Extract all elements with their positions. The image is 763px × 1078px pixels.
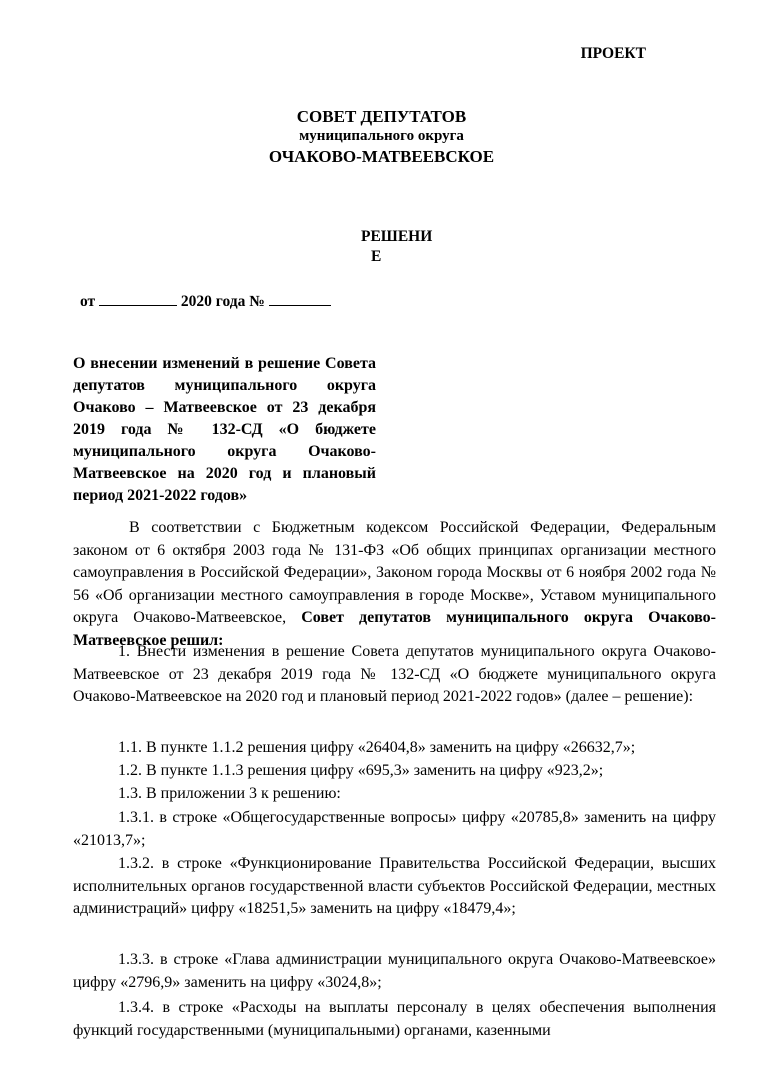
item-1-3: 1.3. В приложении 3 к решению: xyxy=(118,785,341,802)
date-line xyxy=(80,291,331,311)
district-subtitle: муниципального округа xyxy=(299,128,464,144)
decision-subject: О внесении изменений в решение Совета депутатов муниципального округа Очаково – Матвеевское от 23 декабря 2019 года № 132-СД «О бюджете муниципального округа Очаково-Матвеевское на 2020 год и плановый период 2021-2022 годов» xyxy=(73,355,376,504)
date-prefix: от xyxy=(80,293,96,310)
intro-text: В соответствии с Бюджетным кодексом Российской Федерации, Федеральным законом от 6 октября 2003 года № 131-ФЗ «Об общих принципах организации местного самоуправления в Российской Федерации», Законом города Москвы от 6 ноября 2002 года № 56 «Об организации местного самоуправления в городе Москве», Уставом муниципального округа Очаково-Матвеевское, xyxy=(73,519,716,626)
project-label: ПРОЕКТ xyxy=(580,45,646,62)
item-1-3-3: 1.3.3. в строке «Глава администрации муниципального округа Очаково-Матвеевское» цифру «2796,9» заменить на цифру «3024,8»; xyxy=(73,951,716,991)
district-name: ОЧАКОВО-МАТВЕЕВСКОЕ xyxy=(268,147,495,166)
intro-resolution: Совет депутатов муниципального округа Очаково-Матвеевское решил: xyxy=(73,609,716,649)
item-1-1: 1.1. В пункте 1.1.2 решения цифру «26404,8» заменить на цифру «26632,7»; xyxy=(118,739,636,756)
council-title: СОВЕТ ДЕПУТАТОВ xyxy=(296,107,467,126)
item-1-3-2: 1.3.2. в строке «Функционирование Правительства Российской Федерации, высших исполнительных органов государственной власти субъектов Российской Федерации, местных администраций» цифру «18251,5» заменить на цифру «18479,4»; xyxy=(73,855,716,917)
item-1: 1. Внести изменения в решение Совета депутатов муниципального округа Очаково-Матвеевское от 23 декабря 2019 года № 132-СД «О бюджете муниципального округа Очаково-Матвеевское на 2020 год и плановый период 2021-2022 годов» (далее – решение): xyxy=(73,643,716,705)
date-middle: 2020 года № xyxy=(180,293,265,310)
item-1-3-1: 1.3.1. в строке «Общегосударственные вопросы» цифру «20785,8» заменить на цифру «21013,7»; xyxy=(73,809,716,849)
intro-paragraph xyxy=(73,517,716,652)
decision-title-part2: Е xyxy=(371,248,382,265)
number-blank xyxy=(269,291,331,306)
date-blank xyxy=(99,291,177,306)
decision-title-part1: РЕШЕНИ xyxy=(361,228,433,245)
item-1-2: 1.2. В пункте 1.1.3 решения цифру «695,3» заменить на цифру «923,2»; xyxy=(118,762,604,779)
item-1-3-4: 1.3.4. в строке «Расходы на выплаты персоналу в целях обеспечения выполнения функций государственными (муниципальными) органами, казенными xyxy=(73,999,716,1039)
